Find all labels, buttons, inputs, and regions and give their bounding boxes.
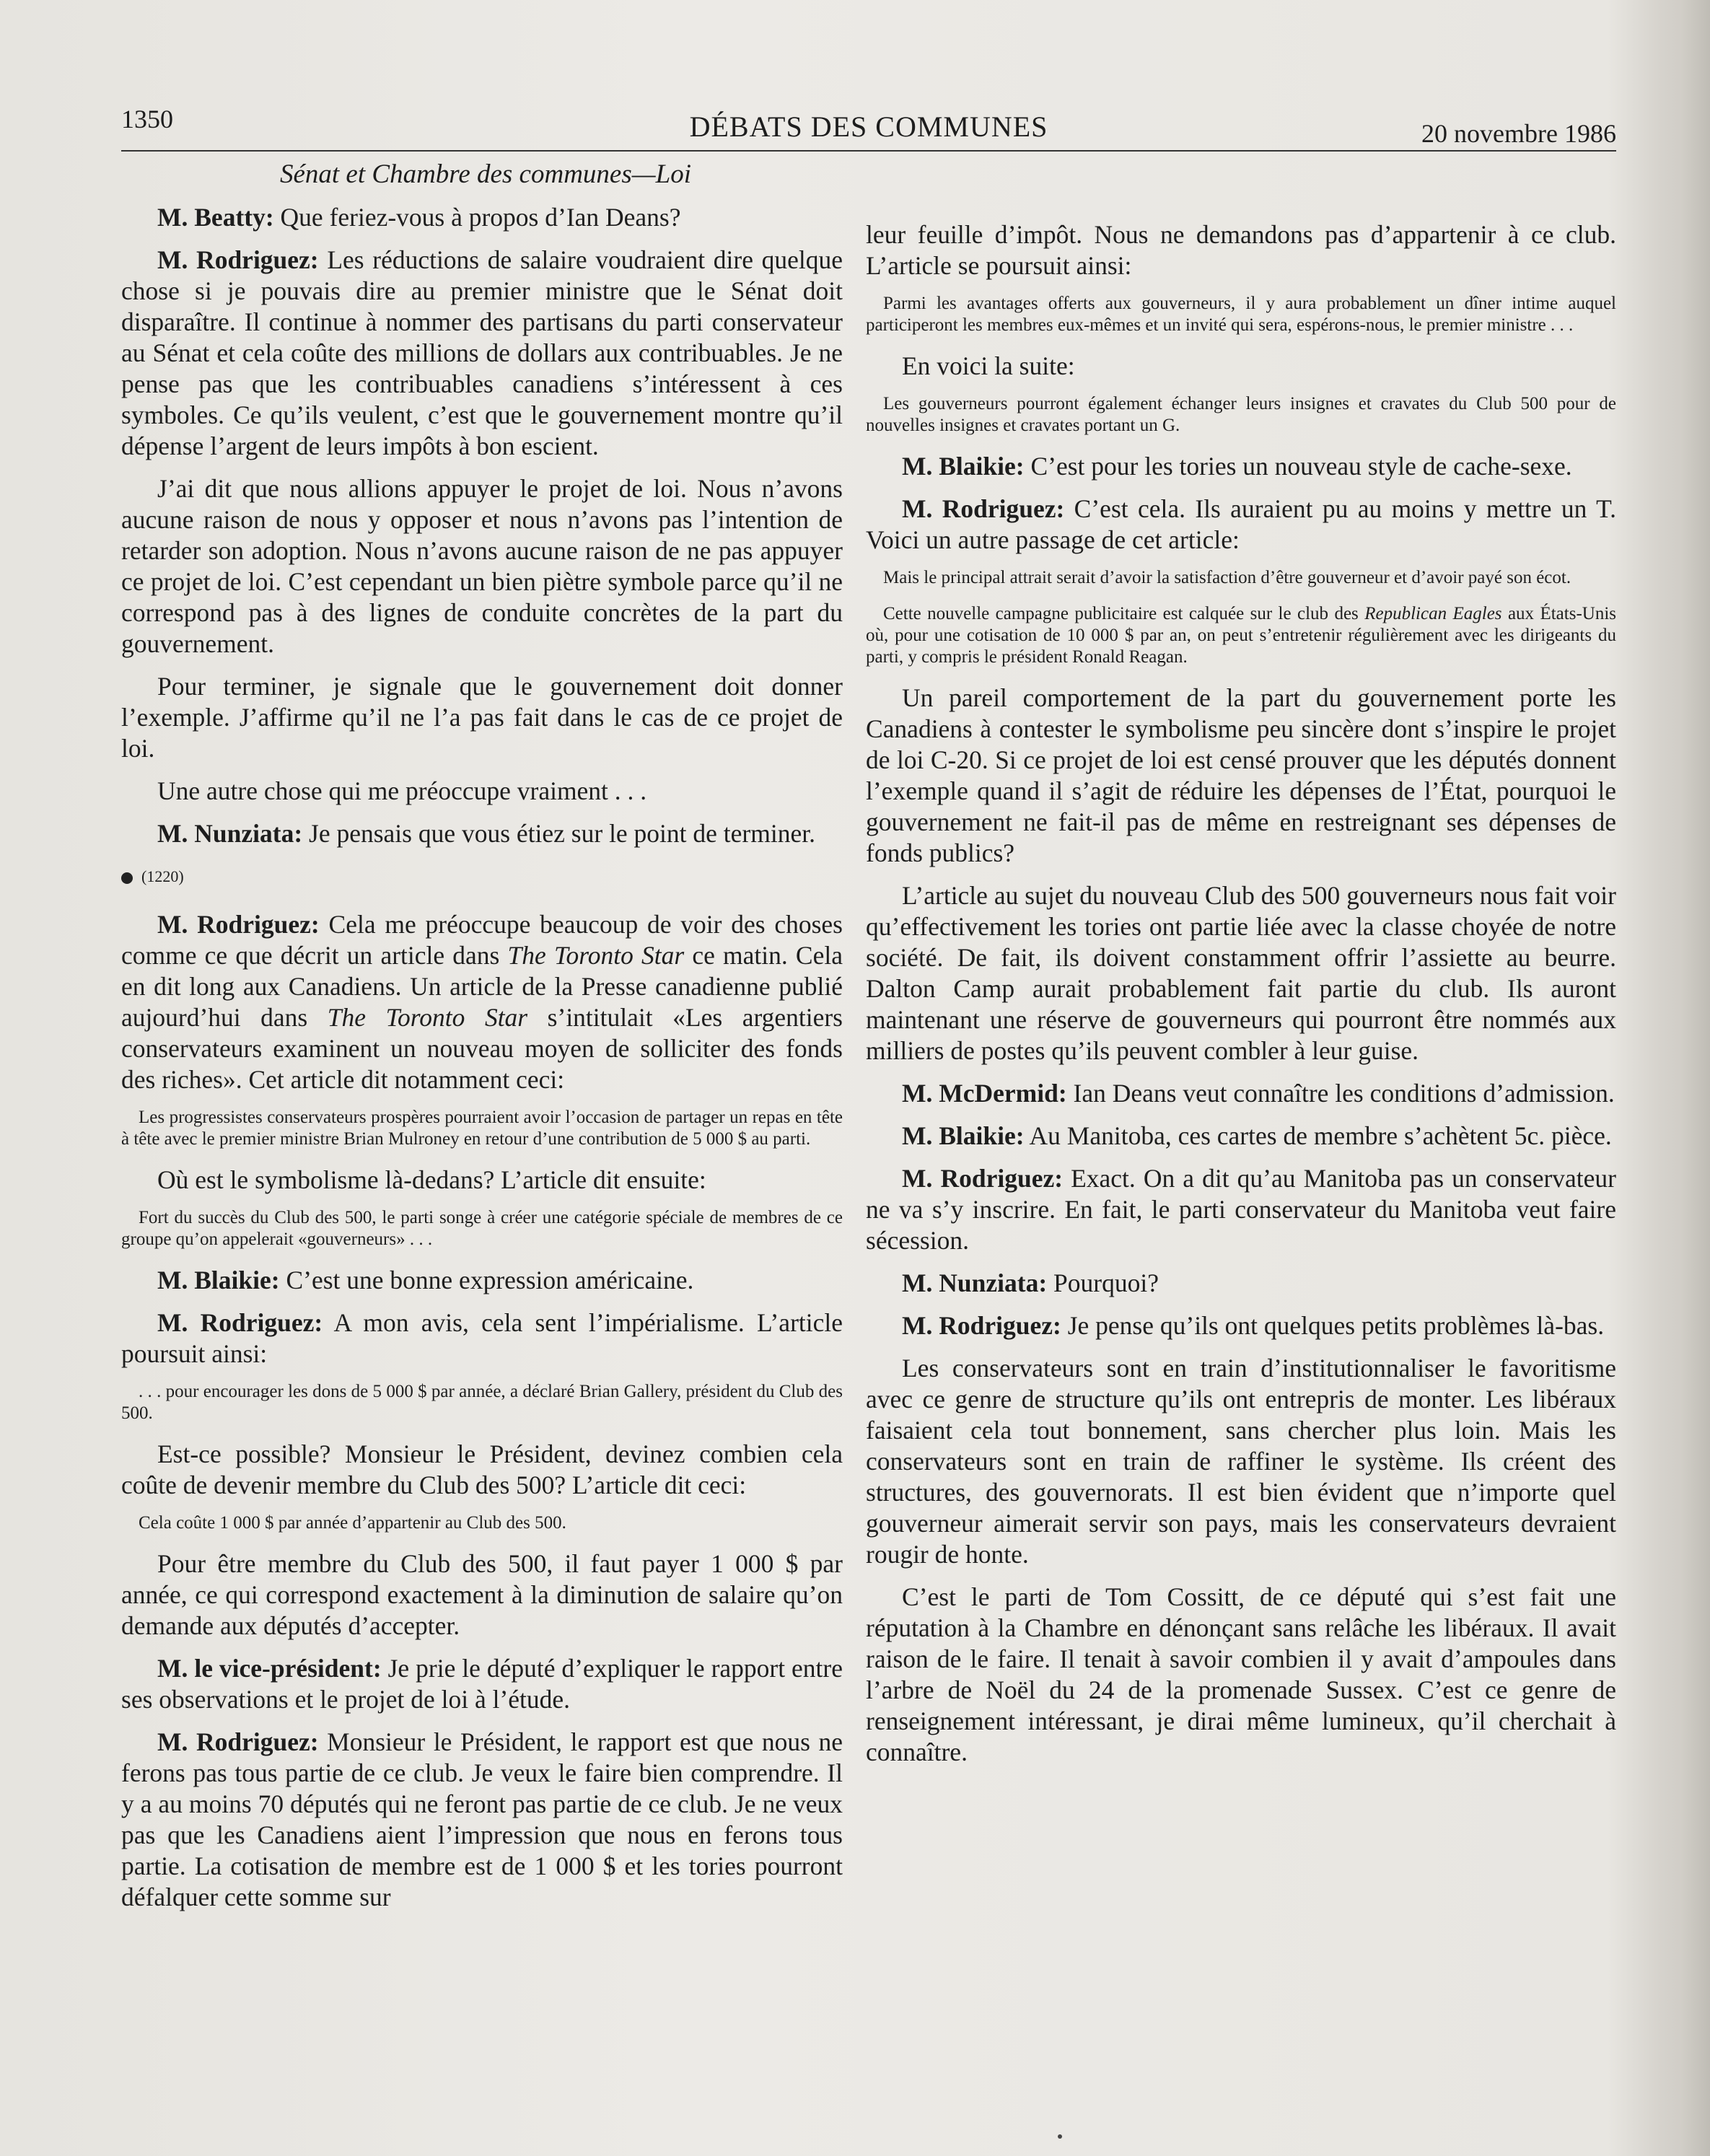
paragraph: Les conservateurs sont en train d’institutionnaliser le favoritisme avec ce genre de structure qu’ils ont entrepris de monter. Les libéraux faisaient cela tout bonnement, sans chercher plus loin. Mais les conservateurs sont en train de raffiner le système. Ils créent des structures, des gouvernorats. Il est bien évident que n’importe quel gouverneur aimerait servir son pays, mais les conservateurs devraient rougir de honte. [866,1354,1616,1569]
block-quote: Les progressistes conservateurs prospères pourraient avoir l’occasion de partager un repas en tête à tête avec le premier ministre Brian Mulroney en retour d’une contribution de 5 000 $ au parti. [121,1108,843,1149]
paragraph: Pour être membre du Club des 500, il faut payer 1 000 $ par année, ce qui correspond exactement à la diminution de salaire qu’on demande aux députés d’accepter. [121,1549,843,1640]
speech-paragraph: M. Rodriguez: Je pense qu’ils ont quelques petits problèmes là-bas. [902,1311,1605,1340]
time-marker: (1220) [121,861,843,892]
speech-paragraph: M. Rodriguez: Cela me préoccupe beaucoup de voir des choses comme ce que décrit un article dans The Toronto Star ce matin. Cela en dit long aux Canadiens. Un article de la Presse canadienne publié aujourd’hui dans The Toronto Star s’intitulait «Les argentiers conservateurs examinent un nouveau moyen de solliciter des fonds des riches». Cet article dit notamment ceci: [121,910,843,1094]
paragraph: En voici la suite: [902,351,1075,380]
speech-paragraph: M. McDermid: Ian Deans veut connaître les conditions d’admission. [902,1079,1615,1108]
speaker-name: M. Rodriguez: [157,1308,323,1337]
block-quote: Les gouverneurs pourront également échanger leurs insignes et cravates du Club 500 pour de nouvelles insignes et cravates portant un G. [866,394,1616,435]
newspaper-title: The Toronto Star [507,941,685,970]
speech-paragraph: M. Beatty: Que feriez-vous à propos d’Ian Deans? [157,203,681,232]
paragraph: Un pareil comportement de la part du gouvernement porte les Canadiens à contester le symbolisme peu sincère dont s’inspire le projet de loi C-20. Si ce projet de loi est censé prouver que les députés donnent l’exemple quand il s’agit de réduire les dépenses de l’État, pourquoi le gouvernement ne fait-il pas de même en restreignant ses dépenses de fonds publics? [866,683,1616,867]
paragraph: L’article au sujet du nouveau Club des 500 gouverneurs nous fait voir qu’effectivement les tories ont partie liée avec la classe choyée de notre société. De fait, ils doivent constamment offrir l’assiette au beurre. Dalton Camp aurait probablement fait partie du club. Ils auront maintenant une réserve de gouverneurs qui pourront être nommés aux milliers de postes qu’ils peuvent combler à leur guise. [866,881,1616,1065]
speaker-name: M. Blaikie: [902,452,1025,481]
speaker-name: M. Nunziata: [902,1268,1048,1297]
paragraph: J’ai dit que nous allions appuyer le projet de loi. Nous n’avons aucune raison de nous y opposer et nous n’avons pas l’intention de retarder son adoption. Nous n’avons aucune raison de ne pas appuyer ce projet de loi. C’est cependant un bien piètre symbole parce qu’il ne correspond pas à des lignes de conduite concrètes de la part du gouvernement. [121,474,843,658]
speech-paragraph: M. Rodriguez: Les réductions de salaire voudraient dire quelque chose si je pouvais dire au premier ministre que le Sénat doit disparaître. Il continue à nommer des partisans du parti conservateur au Sénat et cela coûte des millions de dollars aux contribuables. Je ne pense pas que les contribuables canadiens s’intéressent à ces symboles. Ce qu’ils veulent, c’est que le gouvernement montre qu’il dépense l’argent de leurs impôts à bon escient. [121,245,843,460]
speech-paragraph: M. Nunziata: Je pensais que vous étiez sur le point de terminer. [157,819,815,848]
block-quote: Mais le principal attrait serait d’avoir la satisfaction d’être gouverneur et d’avoir payé son écot. [883,568,1571,587]
speech-paragraph: M. le vice-président: Je prie le député d’expliquer le rapport entre ses observations et le projet de loi à l’étude. [121,1654,843,1714]
speaker-name: M. Rodriguez: [902,1311,1061,1340]
speech-paragraph: M. Blaikie: C’est une bonne expression américaine. [157,1266,694,1294]
club-name: Republican Eagles [1364,604,1502,623]
block-quote: Cette nouvelle campagne publicitaire est calquée sur le club des Republican Eagles aux États-Unis où, pour une cotisation de 10 000 $ par an, on peut s’entretenir régulièrement avec les dirigeants du parti, y compris le président Ronald Reagan. [866,604,1616,667]
publication-title: DÉBATS DES COMMUNES [689,110,1048,143]
block-quote: Parmi les avantages offerts aux gouverneurs, il y aura probablement un dîner intime auquel participeront les membres eux-mêmes et un invité qui sera, espérons-nous, le premier ministre . . . [866,294,1616,335]
speech-paragraph: M. Rodriguez: C’est cela. Ils auraient pu au moins y mettre un T. Voici un autre passage de cet article: [866,494,1616,554]
speaker-name: M. McDermid: [902,1079,1067,1108]
section-subheading: Sénat et Chambre des communes—Loi [279,159,691,189]
right-column [866,219,1616,1779]
scan-speck [1058,2134,1062,2139]
speaker-name: M. Blaikie: [157,1266,280,1294]
paragraph: Pour terminer, je signale que le gouvernement doit donner l’exemple. J’affirme qu’il ne l’a pas fait dans le cas de ce projet de loi. [121,672,843,763]
speaker-name: M. le vice-président: [157,1654,382,1683]
paragraph: Est-ce possible? Monsieur le Président, devinez combien cela coûte de devenir membre du Club des 500? L’article dit ceci: [121,1439,843,1499]
speech-paragraph: M. Rodriguez: A mon avis, cela sent l’impérialisme. L’article poursuit ainsi: [121,1308,843,1368]
speech-paragraph: M. Nunziata: Pourquoi? [902,1268,1159,1297]
speaker-name: M. Beatty: [157,203,274,232]
block-quote: . . . pour encourager les dons de 5 000 $ par année, a déclaré Brian Gallery, président du Club des 500. [121,1382,843,1423]
speaker-name: M. Rodriguez: [157,1727,319,1756]
left-column [121,202,843,1924]
speech-paragraph: M. Blaikie: C’est pour les tories un nouveau style de cache-sexe. [902,452,1572,481]
newspaper-title: The Toronto Star [327,1003,528,1032]
speech-paragraph: M. Rodriguez: Monsieur le Président, le rapport est que nous ne ferons pas tous partie de ce club. Je veux le faire bien comprendre. Il y a au moins 70 députés qui ne feront pas partie de ce club. Je ne veux pas que les Canadiens aient l’impression que nous en ferons tous partie. La cotisation de membre est de 1 000 $ et les tories pourront défalquer cette somme sur [121,1727,843,1911]
speaker-name: M. Rodriguez: [902,1164,1064,1193]
speaker-name: M. Rodriguez: [902,494,1065,523]
speech-paragraph: M. Blaikie: Au Manitoba, ces cartes de membre s’achètent 5c. pièce. [902,1121,1612,1150]
issue-date: 20 novembre 1986 [1421,119,1616,148]
speech-paragraph: M. Rodriguez: Exact. On a dit qu’au Manitoba pas un conservateur ne va s’y inscrire. En fait, le parti conservateur du Manitoba veut faire sécession. [866,1164,1616,1255]
page-header [121,100,1616,152]
paragraph: C’est le parti de Tom Cossitt, de ce député qui s’est fait une réputation à la Chambre en dénonçant sans relâche les libéraux. Il avait raison de le faire. Il tenait à savoir combien il y avait d’ampoules dans l’arbre de Noël du 24 de la promenade Sussex. C’est ce genre de renseignement intéressant, je dirai même lumineux, qu’il cherchait à connaître. [866,1582,1616,1766]
page-edge [1680,0,1710,2156]
bullet-icon [121,872,133,884]
speaker-name: M. Rodriguez: [157,245,319,274]
paragraph: Où est le symbolisme là-dedans? L’article dit ensuite: [157,1165,706,1194]
paragraph: leur feuille d’impôt. Nous ne demandons pas d’appartenir à ce club. L’article se poursuit ainsi: [866,220,1616,280]
page-number: 1350 [121,105,173,133]
speaker-name: M. Nunziata: [157,819,303,848]
speaker-name: M. Blaikie: [902,1121,1025,1150]
block-quote: Cela coûte 1 000 $ par année d’appartenir au Club des 500. [139,1513,566,1533]
speaker-name: M. Rodriguez: [157,910,320,939]
paragraph: Une autre chose qui me préoccupe vraiment . . . [157,776,647,805]
block-quote: Fort du succès du Club des 500, le parti songe à créer une catégorie spéciale de membres de ce groupe qu’on appelerait «gouverneurs» . . . [121,1208,843,1249]
